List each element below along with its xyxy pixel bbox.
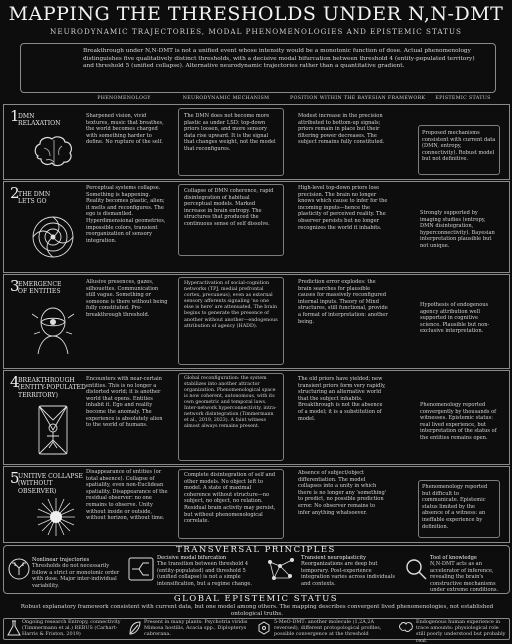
phenomenology-cell: Disappearance of entities (or total absence). Collapse of spatiality, even non-Euclidean spatiality. Disappearance of the residual observer: no one remains to observe. Unity without inside or outside, without horizon, without time. bbox=[86, 469, 168, 522]
phenomenology-cell: Sharpened vision, vivid textures, music that breathes, the world becomes charged with something harder to define. No rupture of the self. bbox=[86, 113, 164, 146]
phenomenology-cell: Perceptual systems collapse. Something is happening. Reality becomes plastic, alien; it melts and reconfigures. The ego is dismantled. Hyperdimensional geometries, impossible colors, transient reorganization of sensory integration. bbox=[86, 185, 166, 244]
principle-1 bbox=[32, 557, 120, 589]
principle-title: Tool of knowledge bbox=[430, 555, 477, 561]
row-number: 5 bbox=[10, 469, 20, 487]
epistemic-cell: Phenomenology reported but difficult to communicate. Epistemic status limited by the absence of a witness: an ineffable experience by definition. bbox=[422, 484, 488, 530]
global-status-title: GLOBAL EPISTEMIC STATUS bbox=[173, 594, 339, 604]
flask-icon bbox=[7, 620, 21, 640]
leaf-icon bbox=[128, 620, 142, 640]
portal-figure-icon bbox=[30, 404, 76, 462]
principle-title: Transient neuroplasticity bbox=[301, 555, 367, 561]
principle-3 bbox=[301, 555, 399, 587]
principle-4 bbox=[430, 555, 506, 593]
principle-title: Nonlinear trajectories bbox=[32, 557, 90, 563]
principle-text: Thresholds do not necessarily follow a strict or monotonic order with dose. Major inter-individual variability. bbox=[32, 563, 120, 589]
principle-title: Decisive modal bifurcation bbox=[157, 555, 227, 561]
brain-small-icon bbox=[398, 620, 414, 639]
footer-research: Ongoing research Entropy, connectivity (Timmermann et al.) REBUS (Carhart-Harris & Friston, 2019) bbox=[22, 619, 121, 638]
principle-2 bbox=[157, 555, 253, 587]
principle-text: The transition between threshold 4 (entity-populated) and threshold 5 (unified collapse) is not a simple intensification, but a regime change. bbox=[157, 561, 253, 587]
molecule-icon bbox=[256, 620, 272, 640]
row-title: UNITIVE COLLAPSE (WITHOUT OBSERVER) bbox=[18, 473, 84, 495]
bayesian-cell: Absence of subject/object differentiation. The model collapses into a unity in which there is no longer any 'something' to predict, no possible prediction error. No observer remains to infer anything whatsoever. bbox=[298, 470, 387, 516]
row-number: 3 bbox=[10, 277, 20, 295]
footer-plants: Present in many plants: Psychotria viridis Mimosa hostilis, Acacia spp., Diplopterys cabrerana. bbox=[144, 619, 248, 638]
magnifier-icon bbox=[404, 557, 428, 585]
row-title: THE DMN LETS GO bbox=[18, 191, 51, 206]
sun-burst-icon bbox=[36, 497, 76, 541]
entity-eye-icon bbox=[30, 304, 76, 360]
mechanism-cell: Hyperactivation of social-cognition networks (TPJ, medial prefrontal cortex, precuneus), even as external sensory afferents signaling 'no one else is here' are attenuated. The brain begins to generate the presence of another without another—endogenous attribution of agency (HADD). bbox=[184, 281, 278, 329]
row-number: 4 bbox=[10, 373, 20, 391]
principle-text: Reorganizations are deep but temporary. Post-experience integration varies across individuals and contexts. bbox=[301, 561, 395, 587]
row-number: 1 bbox=[10, 107, 20, 125]
epistemic-cell: Strongly supported by imaging studies (entropy, DMN disintegration, hyperconnectivity). Bayesian interpretation plausible but not unique. bbox=[420, 210, 495, 249]
bayesian-cell: The old priors have yielded; new transient priors form very rapidly, structuring an alternative world that the subject inhabits. Breakthrough is not the absence of a model; it is a substitution of model. bbox=[298, 376, 386, 422]
brain-icon bbox=[30, 134, 78, 176]
global-status-text: Robust explanatory framework consistent with current data, but one model among others. The mapping describes convergent lived phenomenologies, not established ontological truths. bbox=[20, 604, 494, 617]
bayesian-cell: High-level top-down priors lose precision. The brain no longer knows which cause to infer for the incoming inputs—hence the plasticity of perceived reality. The observer persists but no longer recognizes the world it inhabits. bbox=[298, 185, 388, 231]
transversal-title: TRANSVERSAL PRINCIPLES bbox=[176, 545, 336, 555]
principle-text: N,N-DMT acts as an accelerator of inference, revealing the brain's constructive mechanisms under extreme conditions. bbox=[430, 561, 499, 594]
mechanism-cell: Complete disintegration of self and other models. No object left to model. A state of maximal coherence without structure—no subject, no object, no relation. Residual brain activity may persist, but without phenomenological correlate. bbox=[184, 472, 276, 525]
mechanism-cell: Collapse of DMN coherence, rapid disintegration of habitual perceptual models. Marked increase in brain entropy. The structures that produced the continuous sense of self dissolve. bbox=[184, 188, 274, 227]
bayesian-cell: Prediction error explodes: the brain searches for plausible causes for massively reconfigured internal inputs. Theory of Mind structures, still functional, provide a format of interpretation: another being. bbox=[298, 279, 388, 325]
intro-box bbox=[20, 43, 496, 93]
row-number: 2 bbox=[10, 184, 20, 202]
col-header-bayesian: POSITION WITHIN THE BAYESIAN FRAMEWORK bbox=[290, 96, 426, 101]
bifurcation-icon bbox=[128, 557, 154, 585]
row-title: EMERGENCE OF ENTITIES bbox=[18, 281, 62, 296]
epistemic-cell: Phenomenology reported convergently by thousands of witnesses. Epistemic status: real lived experience, but interpretation of the status of the entities remains open. bbox=[420, 402, 497, 441]
epistemic-cell: Hypothesis of endogenous agency attribution well supported in cognitive science. Plausible but non-exclusive interpretation. bbox=[420, 302, 490, 335]
bayesian-cell: Modest increase in the precision attributed to bottom-up signals; priors remain in place but their filtering power decreases. The subject remains fully constituted. bbox=[298, 113, 385, 146]
mechanism-cell: Global reconfiguration: the system stabilizes into another attractor organization. Phenomenological space is now coherent, autonomous, with its own geometric and temporal laws. Inter-network hyperconnectivity, intra-network disintegration (Timmermann et al., 2019, 2023). A faint witness almost always remains present. bbox=[184, 376, 277, 429]
phenomenology-cell: Allusive presences, gazes, silhouettes. Communication still vague. Something or someone is there without being fully constituted. Pre-breakthrough threshold. bbox=[86, 279, 168, 318]
network-icon bbox=[266, 556, 296, 588]
page-title: MAPPING THE THRESHOLDS UNDER N,N-DMT bbox=[8, 3, 504, 25]
col-header-epistemic: EPISTEMIC STATUS bbox=[435, 96, 491, 101]
row-title: DMN RELAXATION bbox=[18, 113, 61, 128]
col-header-phenomenology: PHENOMENOLOGY bbox=[97, 96, 151, 101]
row-title: BREAKTHROUGH (ENTITY-POPULATED TERRITORY) bbox=[18, 377, 86, 399]
intro-text: Breakthrough under N,N-DMT is not a unified event whose intensity would be a monotonic function of dose. Actual phenomenology distinguishes five qualitatively distinct thresholds, with a decisive modal bifurcation between threshold 4 (entity-populated territory) and threshold 5 (unified collapse). Alternative neurodynamic trajectories rather than a quantitative gradient. bbox=[83, 48, 475, 70]
branch-arrows-icon bbox=[8, 558, 30, 584]
col-header-mechanism: NEURODYNAMIC MECHANISM bbox=[182, 96, 270, 101]
mechanism-cell: The DMN does not become more plastic as under LSD: top-down priors loosen, and more sensory data rise upward. It is the signal that changes weight, not the model that reconfigures. bbox=[184, 113, 276, 152]
epistemic-cell: Proposed mechanisms consistent with current data (DMN, entropy, connectivity). Robust model but not definitive. bbox=[422, 130, 496, 163]
vortex-icon bbox=[30, 214, 76, 264]
footer-5meo: 5-MeO-DMT: another molecule (1,2A,2A reversed), different protopological profiles, possible convergence at the threshold bbox=[274, 619, 382, 638]
footer-endogenous: Endogenous human experience in trace amounts: physiological role still poorly understood but probably real. bbox=[416, 619, 506, 644]
phenomenology-cell: Encounters with near-certain entities. This is no longer a distorted world; it is another world that opens. Entities inhabit it. Ego and reality become the anomaly. The experience is absolutely alien to the world of humans. bbox=[86, 376, 163, 429]
page-subtitle: NEURODYNAMIC TRAJECTORIES, MODAL PHENOMENOLOGIES AND EPISTEMIC STATUS bbox=[50, 27, 462, 36]
